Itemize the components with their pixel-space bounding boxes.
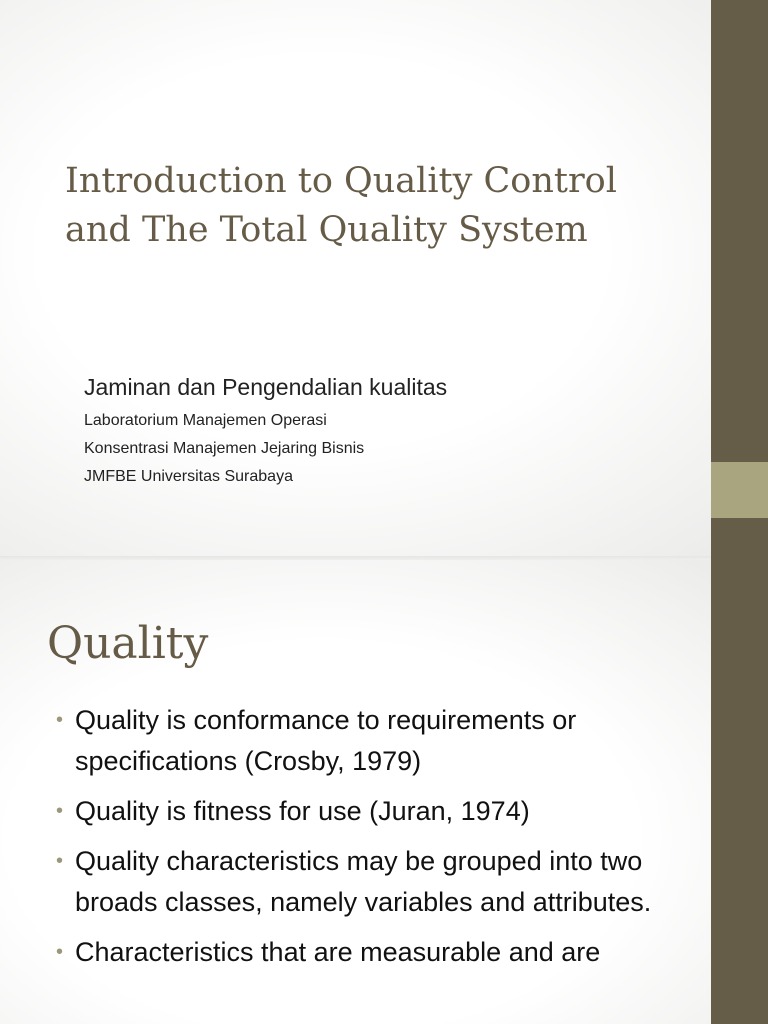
list-item xyxy=(54,700,694,782)
bullet-icon: • xyxy=(56,709,64,731)
subtitle-detail-university: JMFBE Universitas Surabaya xyxy=(84,468,293,485)
subtitle-detail-concentration: Konsentrasi Manajemen Jejaring Bisnis xyxy=(84,440,365,457)
bullet-icon: • xyxy=(56,800,64,822)
bullet-text: Characteristics that are measurable and are xyxy=(75,937,601,967)
list-item xyxy=(54,932,694,973)
list-item xyxy=(54,841,694,923)
title-line-2: and The Total Quality System xyxy=(65,210,588,250)
decorative-side-accent xyxy=(711,462,768,518)
slide-quality xyxy=(0,560,768,1024)
bullet-text: Quality characteristics may be grouped into two broads classes, namely variables and attributes. xyxy=(75,846,652,917)
bullet-list xyxy=(54,700,694,982)
bullet-text: Quality is fitness for use (Juran, 1974) xyxy=(75,796,530,826)
subtitle-detail-lab: Laboratorium Manajemen Operasi xyxy=(84,412,327,429)
quality-heading: Quality xyxy=(47,618,209,669)
list-item xyxy=(54,791,694,832)
title-line-1: Introduction to Quality Control xyxy=(65,161,617,201)
bullet-icon: • xyxy=(56,850,64,872)
bullet-icon: • xyxy=(56,941,64,963)
bullet-text: Quality is conformance to requirements or specifications (Crosby, 1979) xyxy=(75,705,577,776)
slide-title-heading xyxy=(65,157,685,255)
slide-subtitle: Jaminan dan Pengendalian kualitas xyxy=(84,374,448,400)
